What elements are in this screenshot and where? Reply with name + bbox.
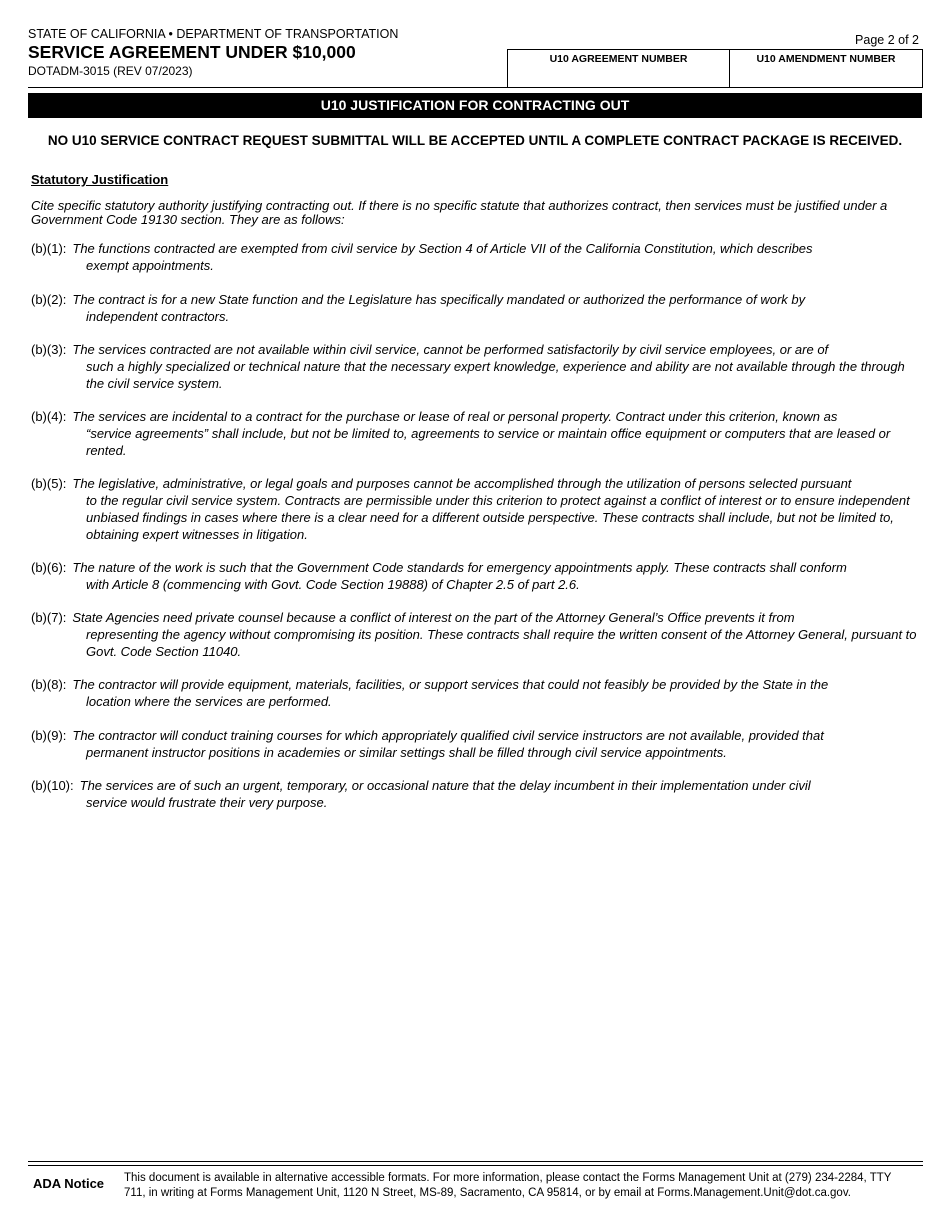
item-text: The services are of such an urgent, temporary, or occasional nature that the delay incumbent in their implementation under civil — [79, 778, 811, 793]
item-text-continued: to the regular civil service system. Contracts are permissible under this criterion to protect against a conflict of interest or to ensure independent unbiased findings in cases where there is a clear need for a different outside perspective. These contracts shall include, but not be limited to, obtaining expert witnesses in litigation. — [86, 493, 910, 542]
item-text: The contractor will conduct training courses for which appropriately qualified civil service instructors are not available, provided that — [72, 728, 824, 743]
item-text-continued: “service agreements” shall include, but not be limited to, agreements to service or maintain office equipment or computers that are leased or rented. — [86, 426, 891, 458]
item-text-continued: service would frustrate their very purpose. — [86, 795, 328, 810]
justification-item — [31, 341, 924, 392]
section-banner: U10 JUSTIFICATION FOR CONTRACTING OUT — [28, 93, 922, 118]
item-text-continued: representing the agency without compromising its position. These contracts shall require the written consent of the Attorney General, pursuant to Govt. Code Section 11040. — [86, 627, 917, 659]
item-text: The contractor will provide equipment, materials, facilities, or support services that could not feasibly be provided by the State in the — [72, 677, 829, 692]
item-text-continued: such a highly specialized or technical nature that the necessary expert knowledge, experience and ability are not available through the through the civil service system. — [86, 359, 905, 391]
ada-notice-label: ADA Notice — [33, 1176, 105, 1191]
justification-item — [31, 408, 924, 459]
amendment-number-label: U10 AMENDMENT NUMBER — [756, 53, 896, 65]
item-code: (b)(9): — [31, 728, 67, 743]
item-code: (b)(5): — [31, 476, 67, 491]
item-code: (b)(3): — [31, 342, 67, 357]
justification-item — [31, 777, 924, 811]
ada-notice-text: This document is available in alternative accessible formats. For more information, please contact the Forms Management Unit at (279) 234-2284, TTY 711, in writing at Forms Management Unit, 1120 N Street, MS-89, Sacramento, CA 95814, or by email at Forms.Management.Unit@dot.ca.gov. — [124, 1172, 892, 1199]
item-text-continued: permanent instructor positions in academies or similar settings shall be filled through civil service appointments. — [86, 745, 727, 760]
item-text: The functions contracted are exempted from civil service by Section 4 of Article VII of the California Constitution, which describes — [72, 241, 813, 256]
item-code: (b)(4): — [31, 409, 67, 424]
agreement-number-label: U10 AGREEMENT NUMBER — [549, 53, 688, 65]
item-text-continued: independent contractors. — [86, 309, 230, 324]
agency-header: STATE OF CALIFORNIA • DEPARTMENT OF TRANSPORTATION — [28, 27, 399, 41]
agreement-number-field[interactable] — [507, 49, 730, 87]
section-title: Statutory Justification — [31, 172, 169, 187]
justification-item — [31, 559, 924, 593]
footer-divider-top — [28, 1161, 923, 1162]
item-text: The services are incidental to a contract for the purchase or lease of real or personal property. Contract under this criterion, known as — [72, 409, 838, 424]
item-code: (b)(10): — [31, 778, 74, 793]
item-text-continued: exempt appointments. — [86, 258, 214, 273]
page-number: Page 2 of 2 — [855, 33, 919, 47]
item-text: The legislative, administrative, or legal goals and purposes cannot be accomplished through the utilization of persons selected pursuant — [72, 476, 852, 491]
item-text: The contract is for a new State function and the Legislature has specifically mandated or authorized the performance of work by — [72, 292, 806, 307]
item-code: (b)(2): — [31, 292, 67, 307]
footer-divider-bottom — [28, 1165, 923, 1166]
item-text-continued: with Article 8 (commencing with Govt. Code Section 19888) of Chapter 2.5 of part 2.6. — [86, 577, 580, 592]
item-code: (b)(1): — [31, 241, 67, 256]
section-intro: Cite specific statutory authority justifying contracting out. If there is no specific statute that authorizes contract, then services must be justified under a Government Code 19130 section. They are as follows: — [31, 198, 888, 227]
submittal-notice: NO U10 SERVICE CONTRACT REQUEST SUBMITTAL WILL BE ACCEPTED UNTIL A COMPLETE CONTRACT PACKAGE IS RECEIVED. — [47, 133, 903, 148]
item-text: State Agencies need private counsel because a conflict of interest on the part of the Attorney General’s Office prevents it from — [72, 610, 795, 625]
justification-item — [31, 609, 924, 660]
item-code: (b)(6): — [31, 560, 67, 575]
item-text: The nature of the work is such that the Government Code standards for emergency appointments apply. These contracts shall conform — [72, 560, 847, 575]
justification-item — [31, 240, 924, 274]
justification-item — [31, 475, 924, 543]
justification-item — [31, 291, 924, 325]
form-title: SERVICE AGREEMENT UNDER $10,000 — [28, 42, 356, 62]
justification-item — [31, 676, 924, 710]
form-number: DOTADM-3015 (REV 07/2023) — [28, 64, 193, 78]
amendment-number-field[interactable] — [729, 49, 923, 87]
justification-item — [31, 727, 924, 761]
item-text: The services contracted are not available within civil service, cannot be performed satisfactorily by civil service employees, or are of — [72, 342, 829, 357]
item-text-continued: location where the services are performed. — [86, 694, 332, 709]
item-code: (b)(8): — [31, 677, 67, 692]
item-code: (b)(7): — [31, 610, 67, 625]
header-divider — [28, 87, 923, 88]
